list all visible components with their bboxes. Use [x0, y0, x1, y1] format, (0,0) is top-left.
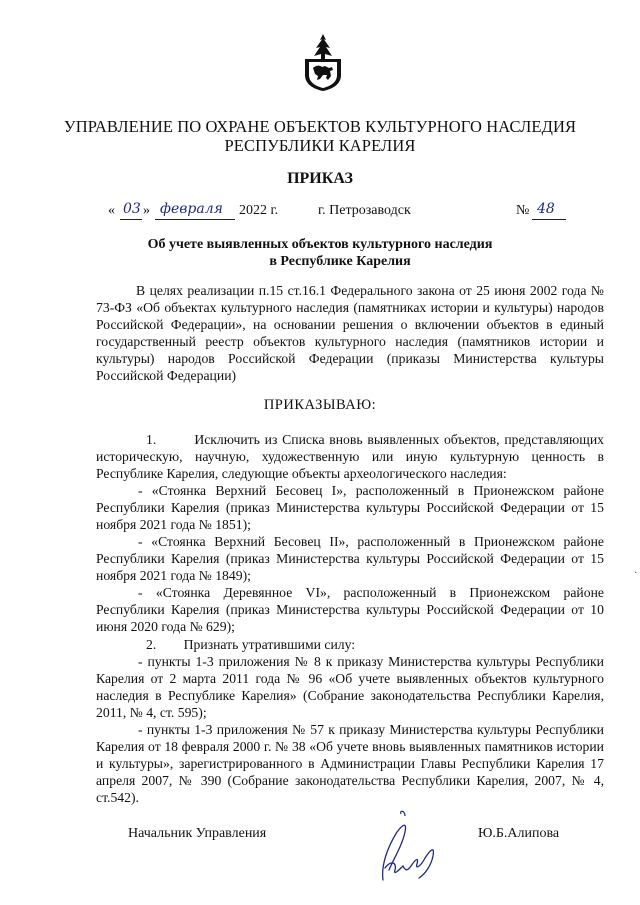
date-month: февраля — [160, 201, 223, 217]
karelia-coat-of-arms-icon — [299, 32, 347, 92]
handwritten-signature — [345, 808, 455, 888]
item2-sub1: - пункты 1-3 приложения № 8 к приказу Министерства культуры Республики Карелия от 2 марта 2011 года № 96 «Об учете выявленных объектов культурного наследия в Республике Карелия» (Собрание законодательства Республики Карелия, 2011, № 4, ст. 595); — [96, 654, 604, 720]
organization-name-line2: РЕСПУБЛИКИ КАРЕЛИЯ — [224, 136, 416, 155]
order-item-2 — [96, 636, 604, 806]
date-year: 2022 г. — [239, 203, 279, 218]
order-word: ПРИКАЗЫВАЮ: — [263, 397, 377, 413]
item1-sub3: - «Стоянка Деревянное VI», расположенный в Прионежском районе Республики Карелия (приказ Министерства культуры Российской Федерации от 10 июня 2020 года № 629); — [96, 585, 604, 634]
item1-sub1: - «Стоянка Верхний Бесовец I», расположенный в Прионежском районе Республики Карелия (приказ Министерства культуры Российской Федерации от 15 ноября 2021 года № 1851); — [96, 483, 604, 532]
date-close-quote: » — [143, 203, 150, 218]
margin-tick: · — [634, 568, 638, 579]
date-month-underline — [155, 219, 235, 220]
item2-sub2: - пункты 1-3 приложения № 57 к приказу Министерства культуры Республики Карелия от 18 февраля 2000 г. № 38 «Об учете вновь выявленных памятников истории и культуры», зарегистрированного в Администрации Главы Республики Карелия 17 апреля 2007, № 390 (Собрание законодательства Республики Карелия, 2007, № 4, ст.542). — [96, 722, 604, 805]
order-number-underline — [532, 219, 566, 220]
order-item-1 — [96, 431, 604, 635]
organization-name-line1: УПРАВЛЕНИЕ ПО ОХРАНЕ ОБЪЕКТОВ КУЛЬТУРНОГО НАСЛЕДИЯ — [63, 117, 577, 136]
signatory-name: Ю.Б.Алипова — [478, 826, 560, 841]
order-subject — [80, 236, 560, 270]
order-number: 48 — [537, 201, 555, 217]
item2-intro: 2. Признать утратившими силу: — [146, 637, 356, 652]
signatory-position: Начальник Управления — [128, 826, 267, 841]
date-day: 03 — [123, 201, 141, 217]
document-type-title: ПРИКАЗ — [287, 170, 353, 187]
date-open-quote: « — [108, 203, 115, 218]
order-subject-line2: в Республике Карелия — [269, 254, 411, 269]
date-day-underline — [120, 219, 142, 220]
order-subject-line1: Об учете выявленных объектов культурного наследия — [147, 237, 493, 252]
preamble-paragraph — [96, 282, 604, 384]
date-line — [0, 201, 640, 225]
preamble-text: В целях реализации п.15 ст.16.1 Федерального закона от 25 июня 2002 года № 73-ФЗ «Об объектах культурного наследия (памятниках истории и культуры) народов Российской Федерации», на основании решения о включении объектов в единый государственный реестр объектов культурного наследия (памятников истории и культуры) народов Российской Федерации (приказы Министерства культуры Российской Федерации) — [96, 283, 604, 383]
city: г. Петрозаводск — [318, 203, 411, 218]
order-number-label: № — [516, 203, 530, 218]
item1-sub2: - «Стоянка Верхний Бесовец II», расположенный в Прионежском районе Республики Карелия (приказ Министерства культуры Российской Федерации от 15 ноября 2021 года № 1849); — [96, 534, 604, 583]
item1-intro: 1. Исключить из Списка вновь выявленных объектов, представляющих историческую, научную, художественную или иную культурную ценность в Республике Карелия, следующие объекты археологического наследия: — [96, 432, 604, 481]
